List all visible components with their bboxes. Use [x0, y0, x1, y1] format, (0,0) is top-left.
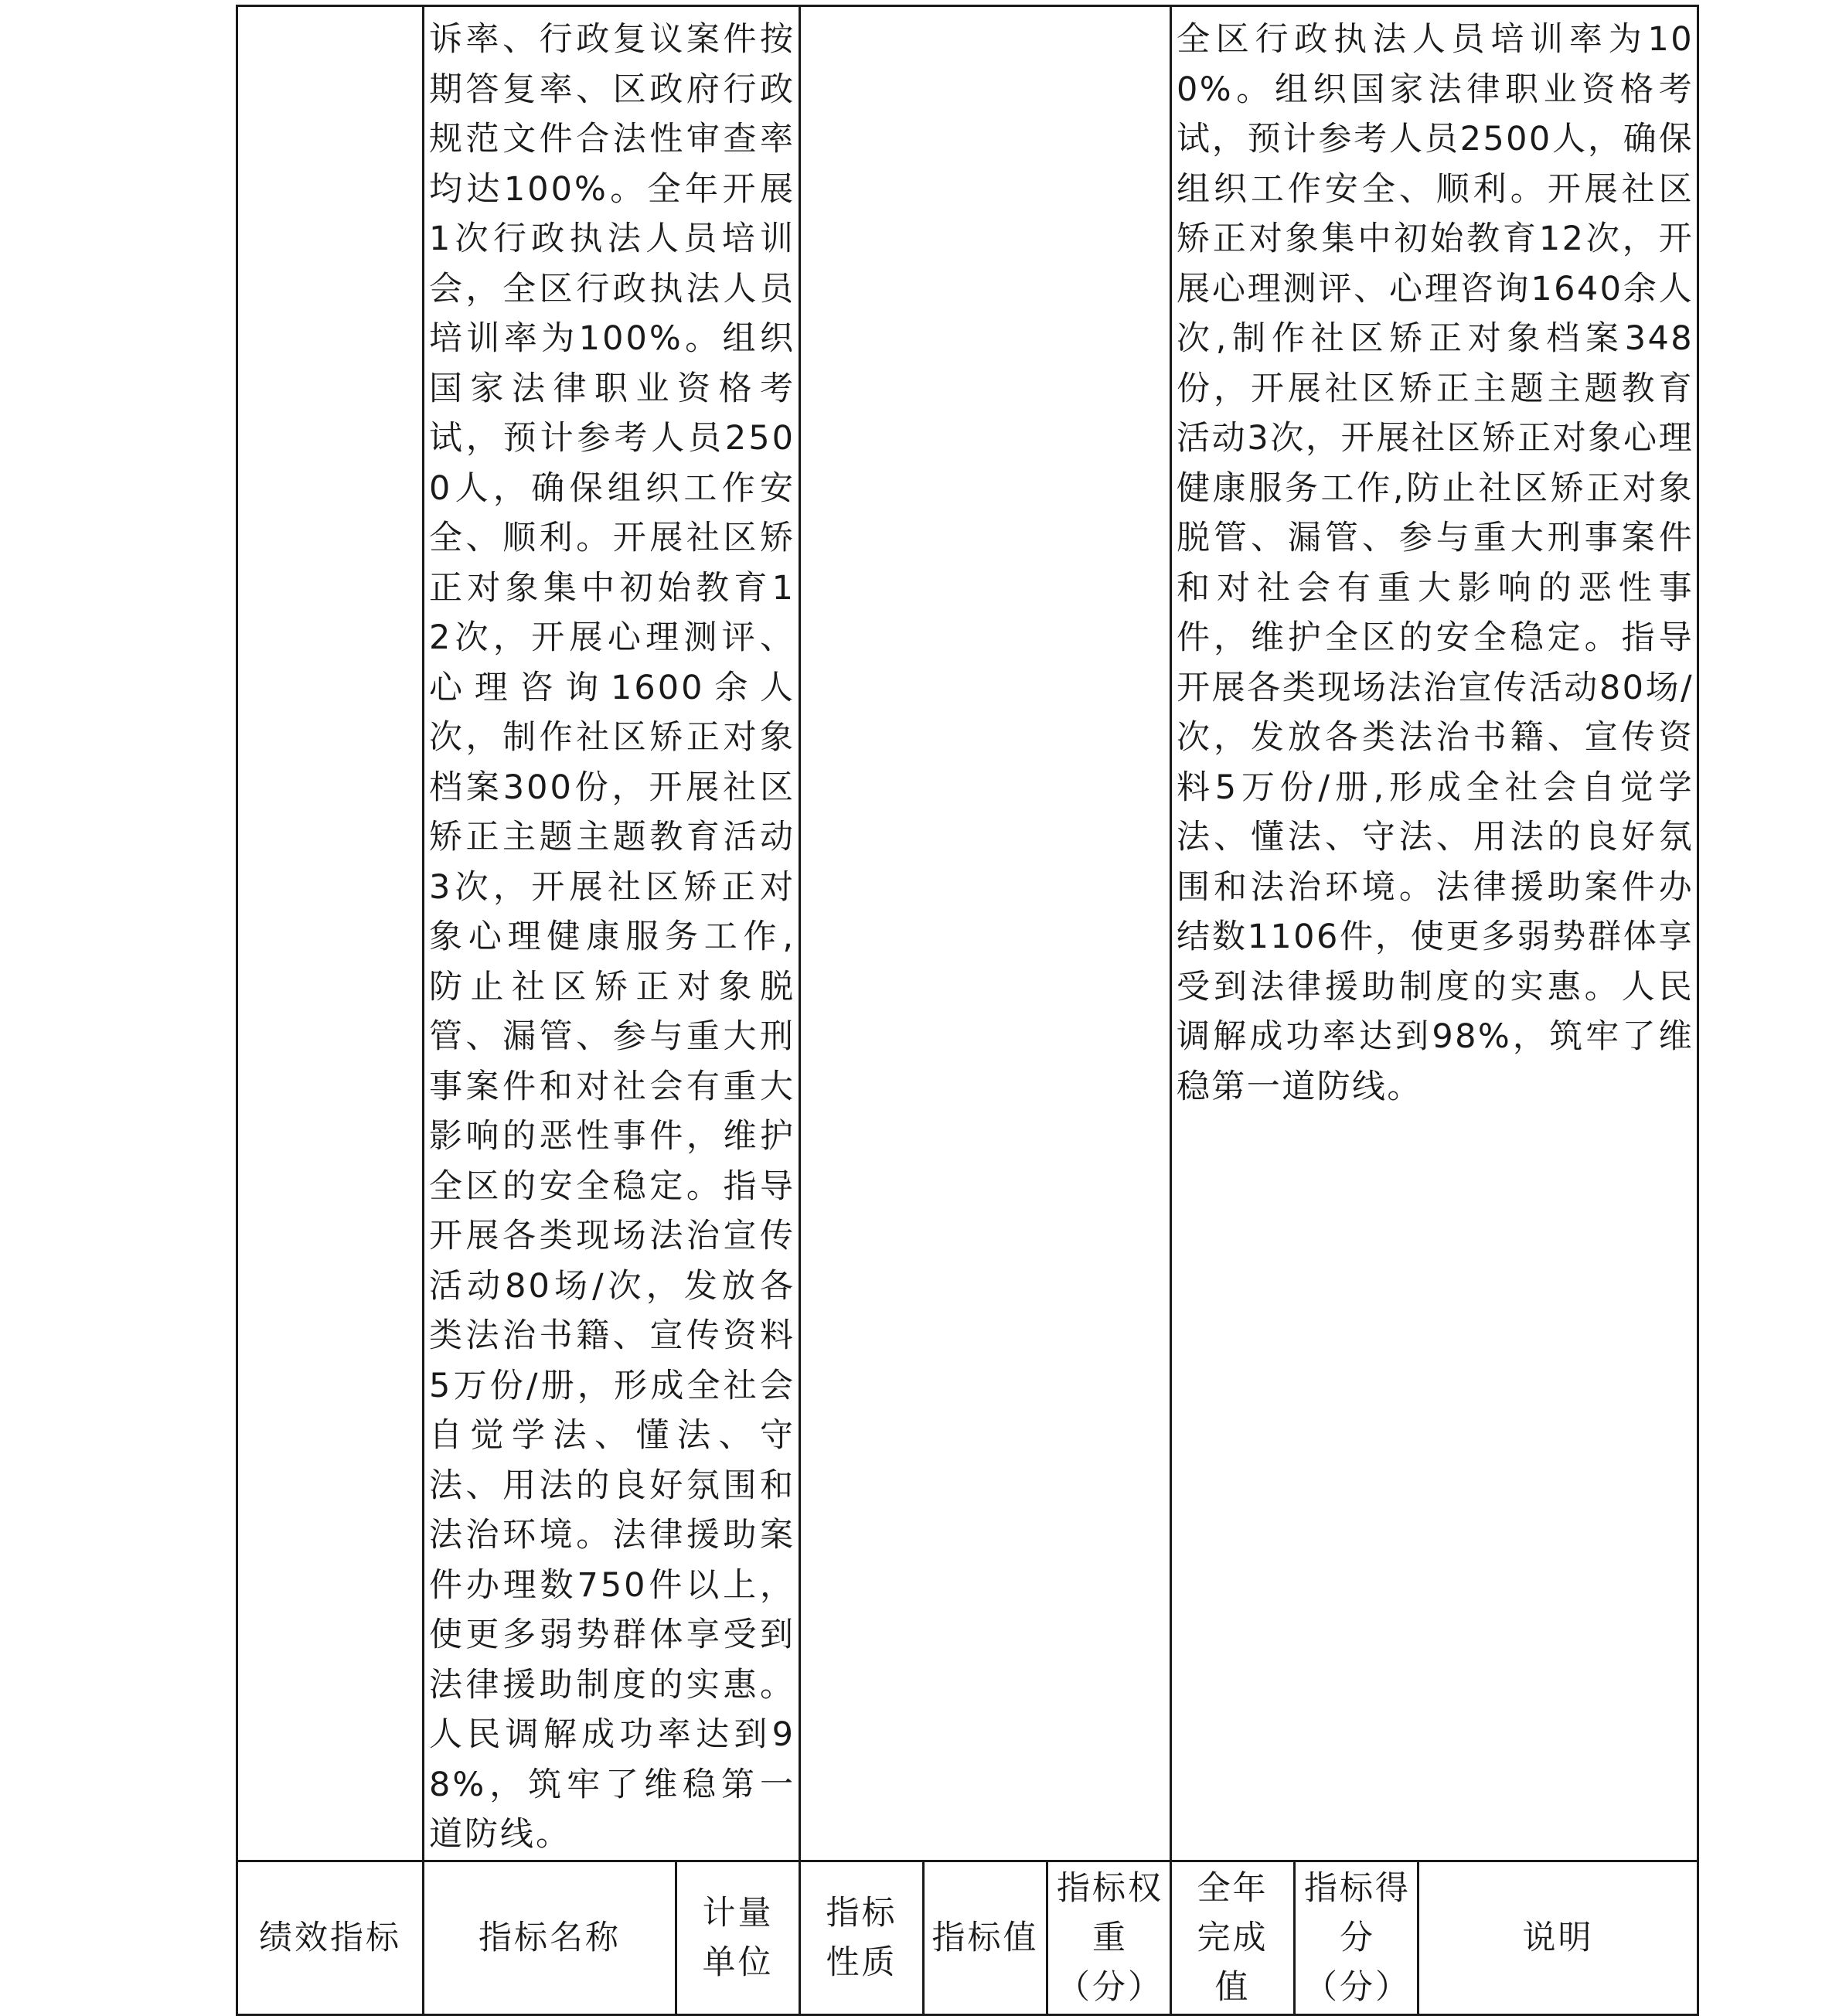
- header-unit: 计量单位: [676, 1861, 800, 2014]
- header-indicator-weight: 指标权重（分）: [1047, 1861, 1171, 2014]
- actual-completion-text: 全区行政执法人员培训率为100%。组织国家法律职业资格考试，预计参考人员2500人，确保组织工作安全、顺利。开展社区矫正对象集中初始教育12次，开展心理测评、心理咨询1640余人次,制作社区矫正对象档案348份，开展社区矫正主题主题教育活动3次，开展社区矫正对象心理健康服务工作,防止社区矫正对象脱管、漏管、参与重大刑事案件和对社会有重大影响的恶性事件，维护全区的安全稳定。指导开展各类现场法治宣传活动80场/次，发放各类法治书籍、宣传资料5万份/册,形成全社会自觉学法、懂法、守法、用法的良好氛围和法治环境。法律援助案件办结数1106件，使更多弱势群体享受到法律援助制度的实惠。人民调解成功率达到98%，筑牢了维稳第一道防线。: [1177, 20, 1694, 1106]
- header-indicator-nature: 指标性质: [800, 1861, 924, 2014]
- header-indicator-score: 指标得分（分）: [1295, 1861, 1418, 2014]
- performance-table: [236, 5, 1699, 2016]
- header-indicator-name: 指标名称: [424, 1861, 676, 2014]
- header-performance-indicator: 绩效指标: [237, 1861, 424, 2014]
- header-description: 说明: [1418, 1861, 1698, 2014]
- actual-completion-cell: [1171, 6, 1698, 1861]
- content-row: [237, 6, 1698, 1861]
- header-indicator-value: 指标值: [924, 1861, 1047, 2014]
- indicator-header-row: [237, 1861, 1698, 2014]
- empty-middle-cell: [800, 6, 1171, 1861]
- header-annual-completion: 全年完成值: [1171, 1861, 1295, 2014]
- planned-goal-text: 诉率、行政复议案件按期答复率、区政府行政规范文件合法性审查率均达100%。全年开展1次行政执法人员培训会，全区行政执法人员培训率为100%。组织国家法律职业资格考试，预计参考人员2500人，确保组织工作安全、顺利。开展社区矫正对象集中初始教育12次，开展心理测评、心理咨询1600余人次，制作社区矫正对象档案300份，开展社区矫正主题主题教育活动3次，开展社区矫正对象心理健康服务工作,防止社区矫正对象脱管、漏管、参与重大刑事案件和对社会有重大影响的恶性事件，维护全区的安全稳定。指导开展各类现场法治宣传活动80场/次，发放各类法治书籍、宣传资料5万份/册，形成全社会自觉学法、懂法、守法、用法的良好氛围和法治环境。法律援助案件办理数750件以上，使更多弱势群体享受到法律援助制度的实惠。人民调解成功率达到98%，筑牢了维稳第一道防线。: [429, 20, 795, 1854]
- planned-goal-cell: [424, 6, 800, 1861]
- empty-label-cell: [237, 6, 424, 1861]
